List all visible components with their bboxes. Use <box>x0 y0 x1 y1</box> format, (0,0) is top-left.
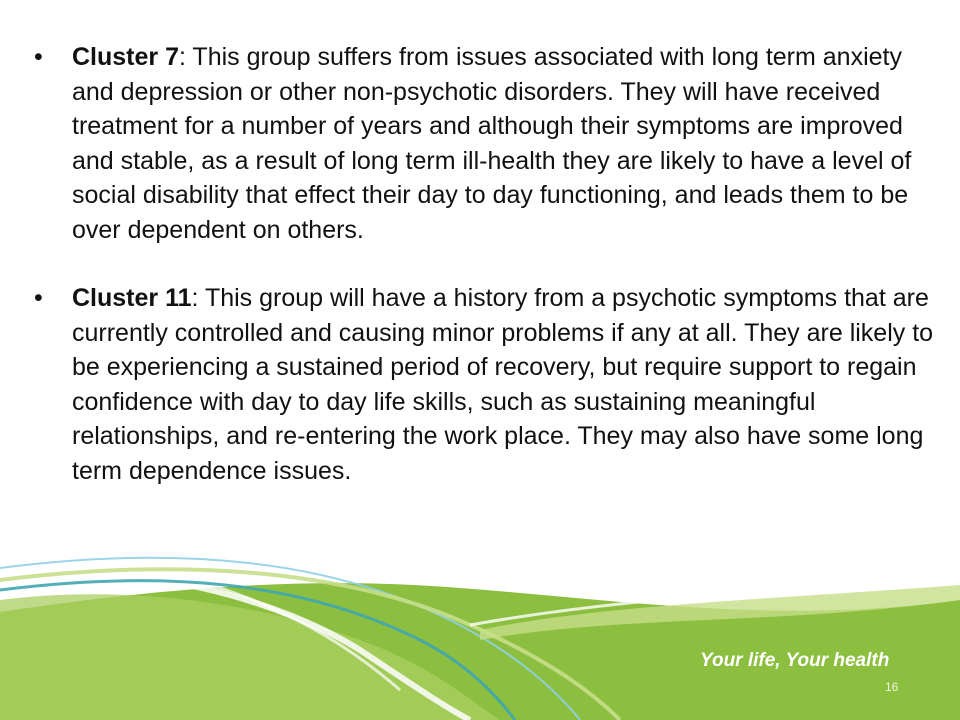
bullet-dot: • <box>34 43 43 71</box>
bullet-cluster-11 <box>34 281 934 488</box>
cluster-description: : This group suffers from issues associated with long term anxiety and depression or other non-psychotic disorders. They will have received treatment for a number of years and although their symptoms are improved and stable, as a result of long term ill-health they are likely to have a level of social disability that effect their day to day functioning, and leads them to be over dependent on others. <box>72 43 912 244</box>
bullet-cluster-7 <box>34 40 934 247</box>
cluster-title: Cluster 7 <box>72 43 179 71</box>
bullet-dot: • <box>34 284 43 312</box>
slide-number: 16 <box>885 680 899 694</box>
cluster-title: Cluster 11 <box>72 284 192 312</box>
cluster-description: : This group will have a history from a psychotic symptoms that are currently controlled and causing minor problems if any at all. They are likely to be experiencing a sustained period of recovery, but require support to regain confidence with day to day life skills, such as sustaining meaningful relationships, and re-entering the work place. They may also have some long term dependence issues. <box>72 284 934 485</box>
footer-tagline: Your life, Your health <box>700 650 890 671</box>
bullet-list <box>34 40 934 522</box>
